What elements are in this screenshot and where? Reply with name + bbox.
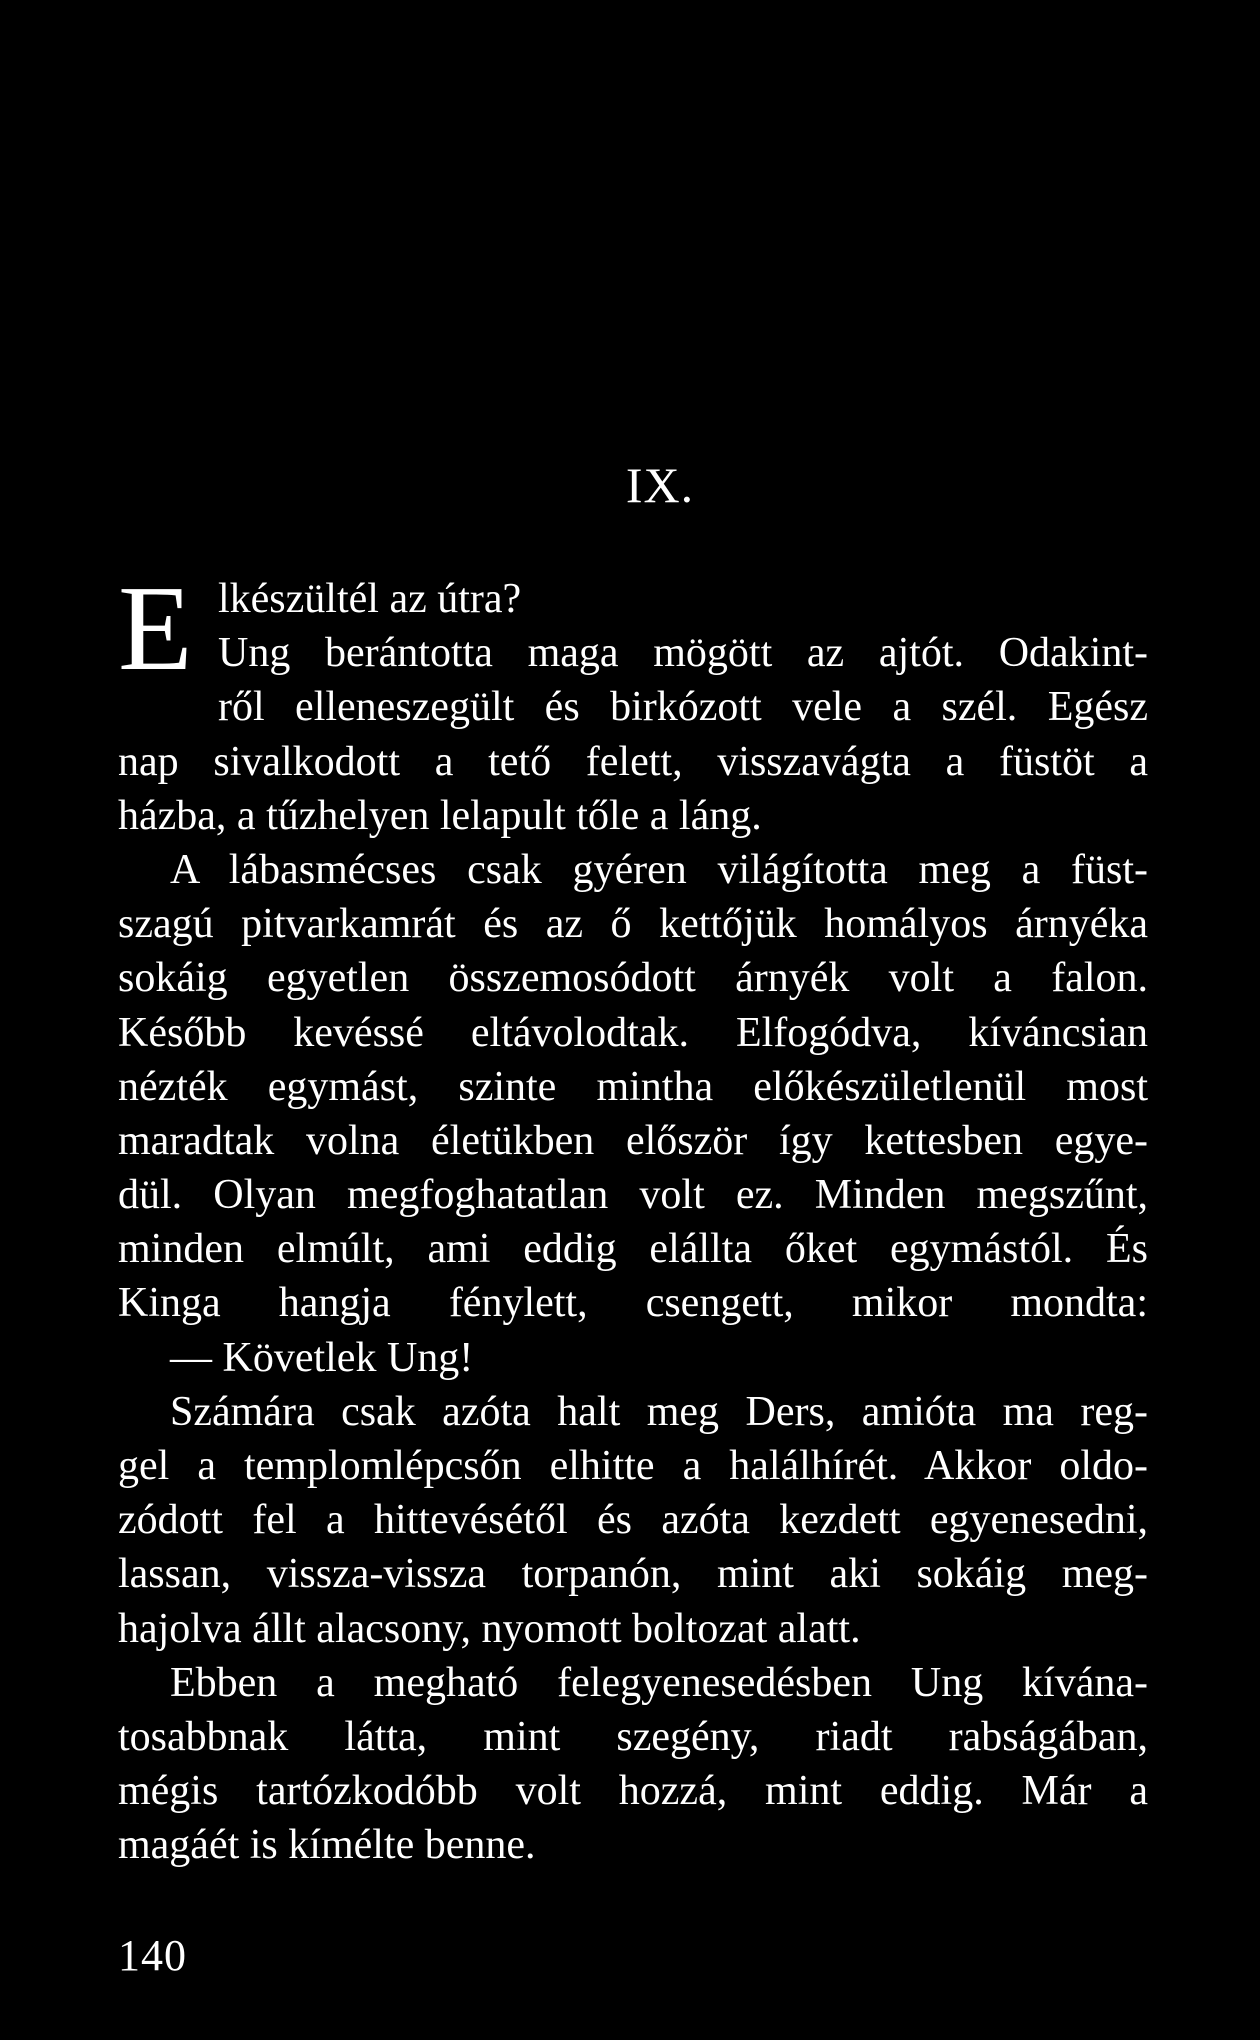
chapter-heading: IX. [625, 457, 695, 513]
body-text [118, 572, 1148, 1873]
text-line: magáét is kímélte benne. [118, 1822, 536, 1869]
text-line: Később kevéssé eltávolodtak. Elfogódva, kíváncsian [118, 1009, 1148, 1056]
page-number: 140 [118, 1931, 187, 1980]
text-line: minden elmúlt, ami eddig elállta őket egymástól. És [118, 1226, 1148, 1273]
text-line: Ung berántotta maga mögött az ajtót. Odakint- [218, 630, 1148, 677]
text-line: tosabbnak látta, mint szegény, riadt rabságában, [118, 1713, 1148, 1760]
text-line: hajolva állt alacsony, nyomott boltozat alatt. [118, 1605, 861, 1652]
text-line: Számára csak azóta halt meg Ders, amióta ma reg- [170, 1388, 1148, 1435]
text-line: lassan, vissza-vissza torpanón, mint aki sokáig meg- [118, 1551, 1148, 1598]
text-line: ről elleneszegült és birkózott vele a szél. Egész [218, 684, 1148, 731]
text-line: lkészültél az útra? [218, 576, 522, 622]
drop-cap-letter: E [118, 561, 193, 696]
text-line: házba, a tűzhelyen lelapult tőle a láng. [118, 792, 762, 839]
text-line: dül. Olyan megfoghatatlan volt ez. Minden megszűnt, [118, 1172, 1148, 1219]
text-line: nézték egymást, szinte mintha előkészületlenül most [118, 1063, 1148, 1110]
text-line: — Követlek Ung! [170, 1334, 474, 1381]
text-line: maradtak volna életükben először így kettesben egye- [118, 1117, 1148, 1164]
text-line: A lábasmécses csak gyéren világította meg a füst- [170, 846, 1148, 893]
text-line: Kinga hangja fénylett, csengett, mikor mondta: [118, 1280, 1148, 1327]
text-line: szagú pitvarkamrát és az ő kettőjük homályos árnyéka [118, 901, 1148, 948]
text-line: sokáig egyetlen összemosódott árnyék volt a falon. [118, 955, 1148, 1002]
text-line: mégis tartózkodóbb volt hozzá, mint eddig. Már a [118, 1768, 1148, 1815]
text-line: gel a templomlépcsőn elhitte a halálhírét. Akkor oldo- [118, 1443, 1148, 1489]
text-line: Ebben a megható felegyenesedésben Ung kívána- [170, 1659, 1148, 1706]
text-line: nap sivalkodott a tető felett, visszavágta a füstöt a [118, 738, 1148, 785]
text-line: zódott fel a hittevésétől és azóta kezdett egyenesedni, [118, 1497, 1148, 1544]
